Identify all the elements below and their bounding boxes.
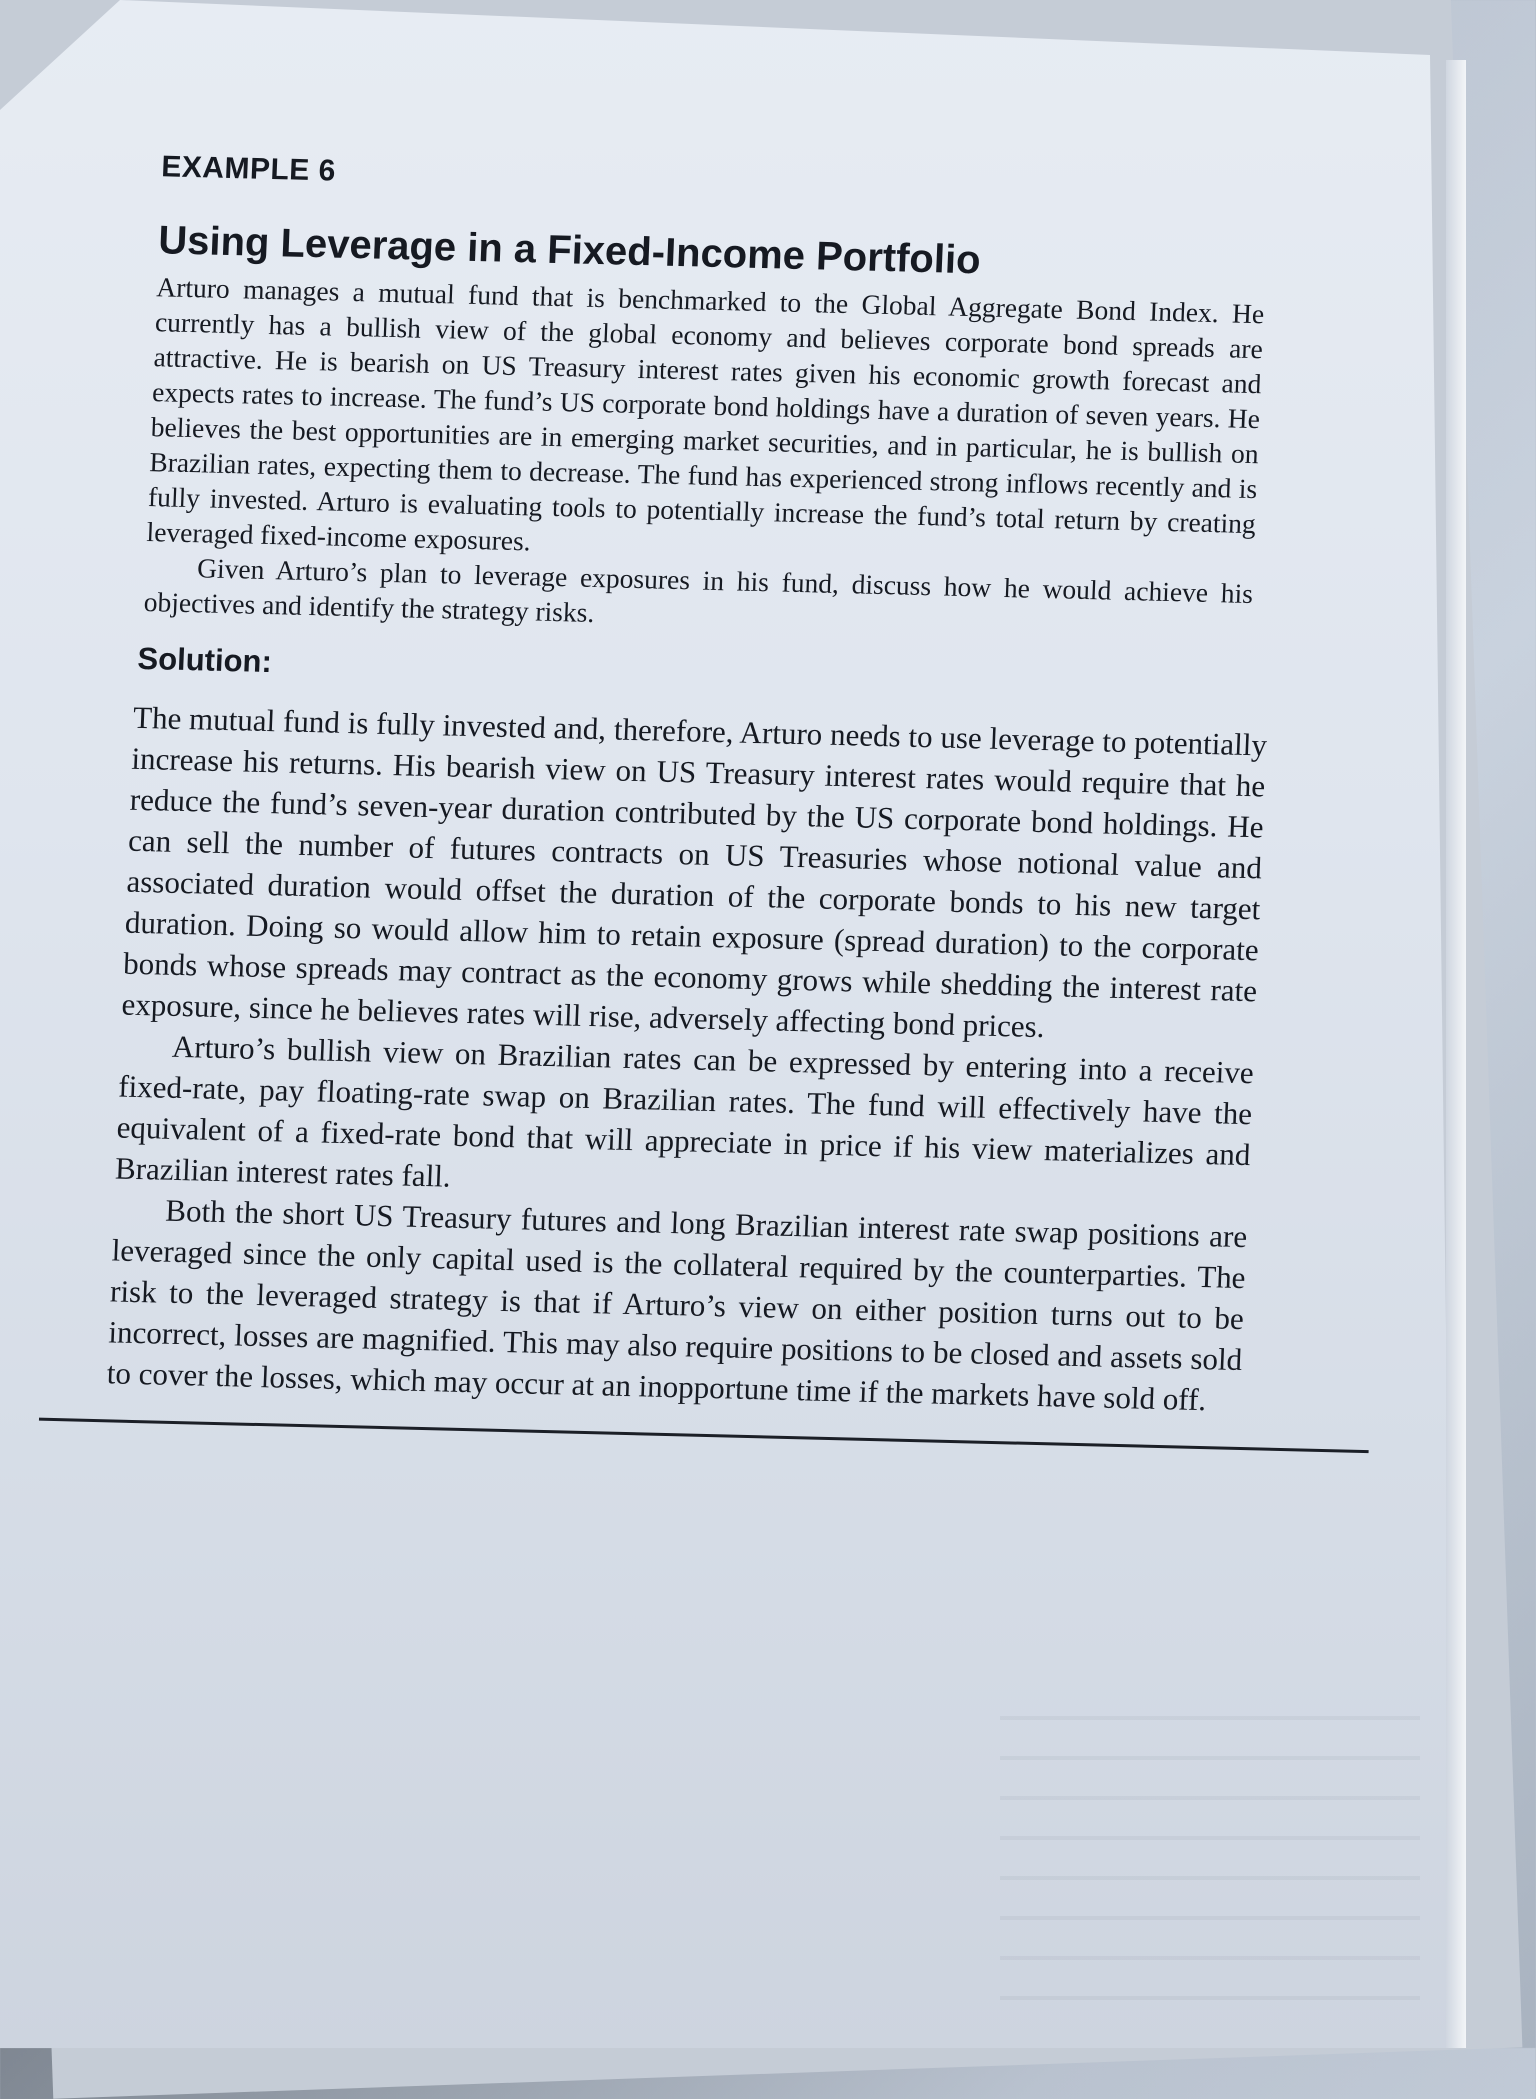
solution-paragraph: Arturo’s bullish view on Brazilian rates can be expressed by entering into a receive fixed-rate, pay floating-rate swap on Brazilian rates. The fund will effectively have the equivalent of a fixed-rate bond that will appreciate in price if his view materializes and Brazilian interest rates fall.: [114, 1028, 1255, 1194]
solution-paragraph: Both the short US Treasury futures and long Brazilian interest rate swap positions are leveraged since the only capital used is the collateral required by the counterparties. The risk to the leveraged strategy is that if Arturo’s view on either position turns out to be incorrect, losses are magnified. This may also require positions to be closed and assets sold to cover the losses, which may occur at an inopportune time if the markets have sold off.: [106, 1192, 1248, 1418]
question-paragraph: Given Arturo’s plan to leverage exposures in his fund, discuss how he would achieve his objectives and identify the strategy risks.: [143, 552, 1254, 628]
solution-paragraph: The mutual fund is fully invested and, therefore, Arturo needs to use leverage to potentially increase his returns. His bearish view on US Treasury interest rates would require that he reduce the fund’s seven-year duration contributed by the US corporate bond holdings. He can sell the number of futures contracts on US Treasuries whose notional value and associated duration would offset the duration of the corporate bonds to his new target duration. Doing so would allow him to retain exposure (spread duration) to the corporate bonds whose spreads may contract as the economy grows while shedding the interest rate exposure, since he believes rates will rise, adversely affecting bond prices.: [120, 699, 1268, 1045]
show-through-text: [1000, 1700, 1420, 2000]
example-label: EXAMPLE 6: [160, 150, 337, 188]
example-title: Using Leverage in a Fixed-Income Portfolio: [157, 218, 982, 283]
example-block: [99, 150, 1310, 1450]
page-edge: [1446, 60, 1466, 2048]
solution-heading: Solution:: [136, 640, 273, 680]
question-paragraph: Arturo manages a mutual fund that is benchmarked to the Global Aggregate Bond Index. He currently has a bullish view of the global economy and believes corporate bond spreads are attractive. He is bearish on US Treasury interest rates given his economic growth forecast and expects rates to increase. The fund’s US corporate bond holdings have a duration of seven years. He believes the best opportunities are in emerging market securities, and in particular, he is bullish on Brazilian rates, expecting them to decrease. The fund has experienced strong inflows recently and is fully invested. Arturo is evaluating tools to potentially increase the fund’s total return by creating leveraged fixed-income exposures.: [146, 271, 1265, 557]
question-section: [131, 269, 1305, 647]
solution-section: [100, 697, 1288, 1422]
